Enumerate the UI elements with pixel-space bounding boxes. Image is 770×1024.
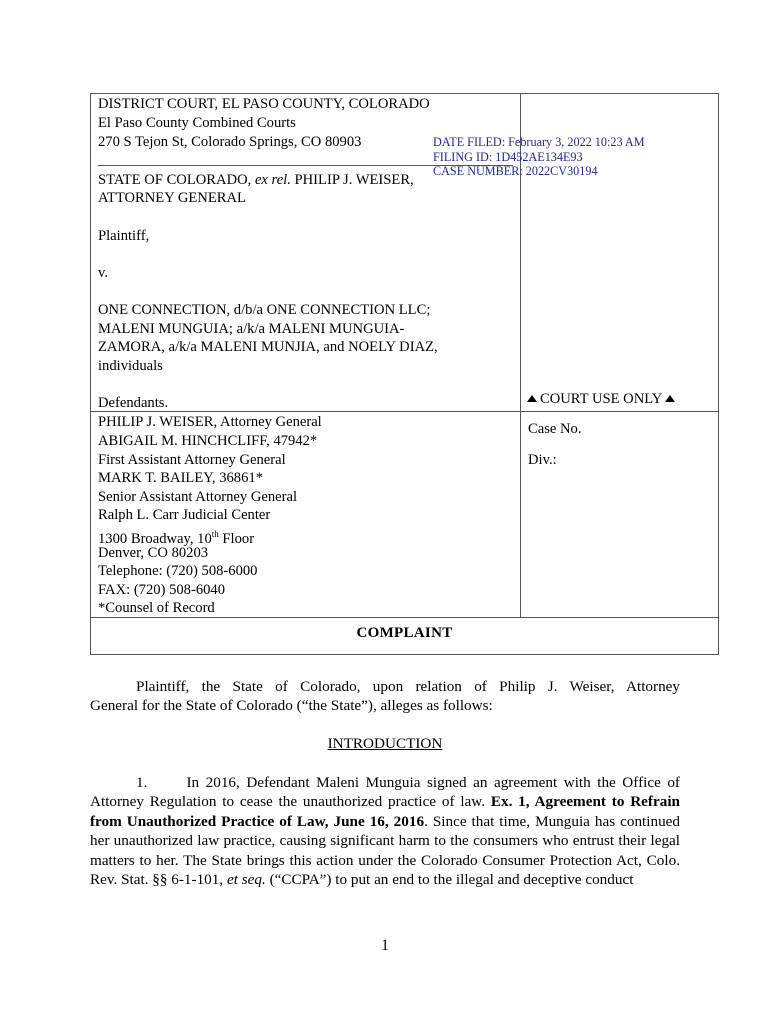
paragraph-1: 1. In 2016, Defendant Maleni Munguia signed an agreement with the Office of Attorney Regulation to cease the unauthorized practice of law. Ex. 1, Agreement to Refrain from Unauthorized Practice of Law, June 16, 2016. Since that time, Munguia has continued her unauthorized law practice, causing significant harm to the consumers who entrust their legal matters to her. The State brings this action under the Colorado Consumer Protection Act, Colo. Rev. Stat. §§ 6-1-101, et seq. (“CCPA”) to put an end to the illegal and deceptive conduct <box>90 774 681 889</box>
counsel-line-4: MARK T. BAILEY, 36861* <box>98 470 263 486</box>
court-address: 270 S Tejon St, Colorado Springs, CO 80903 <box>98 134 362 150</box>
court-name: DISTRICT COURT, EL PASO COUNTY, COLORADO <box>98 96 430 112</box>
court-use-only: COURT USE ONLY <box>527 391 675 408</box>
defendant-line-4: individuals <box>98 358 163 374</box>
counsel-address: 1300 Broadway, 10th Floor <box>98 529 255 547</box>
counsel-line-3: First Assistant Attorney General <box>98 452 286 468</box>
counsel-line-2: ABIGAIL M. HINCHCLIFF, 47942* <box>98 433 318 449</box>
defendant-line-2: MALENI MUNGUIA; a/k/a MALENI MUNGUIA- <box>98 321 405 337</box>
counsel-telephone: Telephone: (720) 508-6000 <box>98 563 258 579</box>
date-filed: DATE FILED: February 3, 2022 10:23 AM <box>433 135 645 149</box>
versus: v. <box>98 265 108 281</box>
intro-paragraph-line-2: General for the State of Colorado (“the State”), alleges as follows: <box>90 697 493 714</box>
counsel-line-6: Ralph L. Carr Judicial Center <box>98 507 271 523</box>
counsel-city: Denver, CO 80203 <box>98 545 209 561</box>
counsel-of-record: *Counsel of Record <box>98 600 215 616</box>
paragraph-number: 1. <box>136 774 148 791</box>
court-building: El Paso County Combined Courts <box>98 115 296 131</box>
counsel-line-5: Senior Assistant Attorney General <box>98 489 298 505</box>
defendants-label: Defendants. <box>98 395 169 411</box>
case-number-label: Case No. <box>528 421 582 437</box>
plaintiff-line-1: STATE OF COLORADO, ex rel. PHILIP J. WEISER, <box>98 172 414 188</box>
filing-stamp <box>433 135 645 179</box>
division-label: Div.: <box>528 452 557 468</box>
caption-divider-counsel <box>91 411 718 412</box>
counsel-fax: FAX: (720) 508-6040 <box>98 582 226 598</box>
defendant-line-3: ZAMORA, a/k/a MALENI MUNJIA, and NOELY DIAZ, <box>98 339 438 355</box>
defendant-line-1: ONE CONNECTION, d/b/a ONE CONNECTION LLC; <box>98 302 431 318</box>
triangle-up-icon <box>527 395 537 402</box>
counsel-line-1: PHILIP J. WEISER, Attorney General <box>98 414 322 430</box>
document-title: COMPLAINT <box>356 625 453 641</box>
page-number: 1 <box>381 937 389 954</box>
filing-id: FILING ID: 1D452AE134E93 <box>433 149 583 164</box>
triangle-up-icon <box>665 395 675 402</box>
plaintiff-line-2: ATTORNEY GENERAL <box>98 190 246 206</box>
section-heading: INTRODUCTION <box>327 735 443 752</box>
plaintiff-label: Plaintiff, <box>98 228 150 244</box>
intro-paragraph-line-1: Plaintiff, the State of Colorado, upon relation of Philip J. Weiser, Attorney <box>136 678 680 695</box>
case-number: CASE NUMBER: 2022CV30194 <box>433 164 598 178</box>
